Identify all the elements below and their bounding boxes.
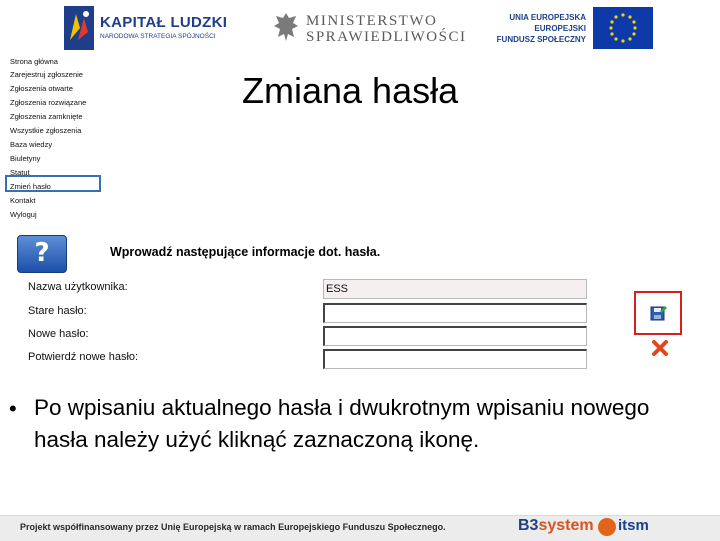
- nav-item-open[interactable]: Zgłoszenia otwarte: [10, 84, 73, 93]
- nav-item-bulletins[interactable]: Biuletyny: [10, 154, 41, 163]
- eu-text: [480, 12, 586, 45]
- nav-active-highlight: [5, 175, 101, 192]
- save-icon[interactable]: [650, 304, 668, 322]
- bullet-dot: •: [9, 396, 17, 421]
- nav-item-knowledge[interactable]: Baza wiedzy: [10, 140, 53, 149]
- nav-item-resolved[interactable]: Zgłoszenia rozwiązane: [10, 98, 87, 107]
- username-label: Nazwa użytkownika:: [28, 281, 128, 293]
- nav-item-contact[interactable]: Kontakt: [10, 196, 36, 205]
- confirm-password-input[interactable]: [323, 349, 587, 369]
- eu-line2: EUROPEJSKI: [534, 24, 586, 33]
- b3-prefix: B3: [518, 517, 539, 534]
- username-field: ESS: [323, 279, 587, 299]
- eu-line1: UNIA EUROPEJSKA: [509, 13, 586, 22]
- nav-item-logout[interactable]: Wyloguj: [10, 210, 37, 219]
- new-password-label: Nowe hasło:: [28, 328, 89, 340]
- polish-eagle-icon: [272, 10, 300, 44]
- nav-item-home[interactable]: Strona główna: [10, 57, 58, 66]
- bullet-text: Po wpisaniu aktualnego hasła i dwukrotnym wpisaniu nowego hasła należy użyć kliknąć zaznaczoną ikonę.: [34, 395, 650, 452]
- ministry-line2: SPRAWIEDLIWOŚCI: [306, 29, 467, 45]
- nav-item-closed[interactable]: Zgłoszenia zamknięte: [10, 112, 83, 121]
- cancel-icon[interactable]: [651, 340, 669, 356]
- old-password-input[interactable]: [323, 303, 587, 323]
- old-password-label: Stare hasło:: [28, 305, 87, 317]
- new-password-input[interactable]: [323, 326, 587, 346]
- confirm-password-label: Potwierdź nowe hasło:: [28, 351, 139, 363]
- kapital-ludzki-title: KAPITAŁ LUDZKI: [100, 14, 228, 31]
- nav-item-change-password[interactable]: Zmień hasło: [10, 182, 51, 191]
- slide-title: Zmiana hasła: [242, 70, 459, 111]
- eu-flag-icon: [593, 7, 653, 49]
- header-logos: [0, 0, 720, 56]
- help-button[interactable]: [17, 235, 67, 273]
- kapital-ludzki-subtitle: NARODOWA STRATEGIA SPÓJNOŚCI: [100, 33, 216, 40]
- itsm-logo-icon: [598, 518, 616, 536]
- b3system-logo: [518, 517, 594, 535]
- nav-item-statute[interactable]: Statut: [10, 168, 30, 177]
- nav-item-register[interactable]: Zarejestruj zgłoszenie: [10, 70, 83, 79]
- itsm-logo-text: itsm: [618, 517, 649, 534]
- kapital-ludzki-logo-icon: [64, 6, 94, 50]
- eu-line3: FUNDUSZ SPOŁECZNY: [496, 35, 586, 44]
- footer-text: Projekt współfinansowany przez Unię Europejską w ramach Europejskiego Funduszu Społecznego.: [20, 522, 446, 532]
- nav-item-all[interactable]: Wszystkie zgłoszenia: [10, 126, 82, 135]
- form-heading: Wprowadź następujące informacje dot. hasła.: [110, 245, 381, 259]
- ministry-line1: MINISTERSTWO: [306, 13, 438, 29]
- question-mark-icon: ?: [34, 238, 50, 268]
- b3-suffix: system: [538, 517, 594, 534]
